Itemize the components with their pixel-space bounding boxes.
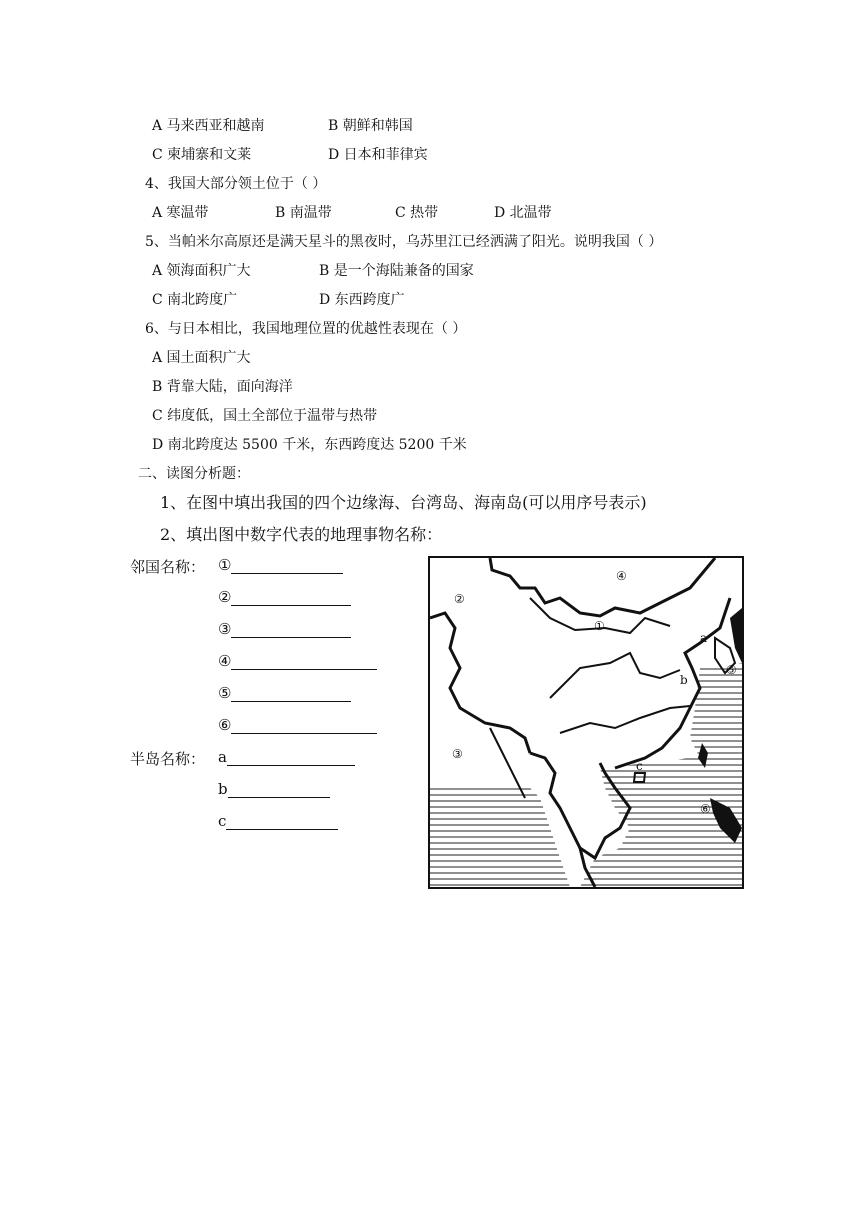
neighbor-line-1 <box>218 556 343 574</box>
q3-option-d: D 日本和菲律宾 <box>328 147 428 163</box>
q6-stem: 6、与日本相比，我国地理位置的优越性表现在（ ） <box>145 321 467 337</box>
q6-option-d: D 南北跨度达 5500 千米，东西跨度达 5200 千米 <box>152 437 467 453</box>
map-drawing <box>430 558 742 887</box>
q5-option-b: B 是一个海陆兼备的国家 <box>319 263 474 279</box>
map-label-2: ② <box>454 592 465 606</box>
east-china-sea <box>690 663 742 758</box>
map-label-a: a <box>700 631 708 645</box>
northern-border <box>490 558 715 616</box>
q6-option-c: C 纬度低，国土全部位于温带与热带 <box>152 408 378 424</box>
q4-option-d: D 北温带 <box>494 205 552 221</box>
peninsula-line-a <box>218 748 355 766</box>
peninsula-letter: a <box>218 748 227 766</box>
q5-stem: 5、当帕米尔高原还是满天星斗的黑夜时，乌苏里江已经洒满了阳光。说明我国（ ） <box>145 234 663 250</box>
map-label-5: ⑤ <box>726 663 737 677</box>
map-label-6: ⑥ <box>700 802 711 816</box>
q4-stem: 4、我国大部分领土位于（ ） <box>145 176 327 192</box>
neighbor-line-5 <box>218 684 351 702</box>
neighbor-number: ① <box>218 556 232 574</box>
answer-blank[interactable] <box>231 622 351 638</box>
western-border <box>430 613 530 753</box>
q4-option-a: A 寒温带 <box>152 205 209 221</box>
answer-blank[interactable] <box>231 686 351 702</box>
answer-blank[interactable] <box>226 814 338 830</box>
neighbor-number: ⑤ <box>218 684 232 702</box>
peninsula-line-c <box>218 812 338 830</box>
peninsula-letter: b <box>218 780 228 798</box>
indian-ocean-sea <box>430 788 570 887</box>
answer-blank[interactable] <box>227 750 355 766</box>
q5-option-a: A 领海面积广大 <box>152 263 251 279</box>
task-1: 1、在图中填出我国的四个边缘海、台湾岛、海南岛(可以用序号表示) <box>160 493 647 512</box>
answer-blank[interactable] <box>231 590 351 606</box>
neighbor-number: ④ <box>218 652 232 670</box>
q3-option-c: C 柬埔寨和文莱 <box>152 147 252 163</box>
map-label-3: ③ <box>452 747 463 761</box>
neighbor-number: ⑥ <box>218 716 232 734</box>
section-heading: 二、读图分析题： <box>138 466 250 482</box>
yangtze-river <box>560 706 690 733</box>
map-label-4: ④ <box>616 569 627 583</box>
map-label-b: b <box>680 673 688 687</box>
peninsula-line-b <box>218 780 330 798</box>
q3-option-b: B 朝鲜和韩国 <box>328 118 413 134</box>
answer-blank[interactable] <box>231 718 377 734</box>
q6-option-b: B 背靠大陆，面向海洋 <box>152 379 293 395</box>
q4-option-b: B 南温带 <box>275 205 332 221</box>
neighbor-line-6 <box>218 716 377 734</box>
india-outline <box>490 728 525 798</box>
answer-blank[interactable] <box>231 558 343 574</box>
q5-option-c: C 南北跨度广 <box>152 292 238 308</box>
neighbor-line-4 <box>218 652 377 670</box>
q6-option-a: A 国土面积广大 <box>152 350 251 366</box>
peninsula-letter: c <box>218 812 227 830</box>
yellow-river <box>550 653 680 698</box>
q4-option-c: C 热带 <box>395 205 439 221</box>
neighbor-line-2 <box>218 588 351 606</box>
neighbor-number: ③ <box>218 620 232 638</box>
neighbors-title: 邻国名称： <box>130 558 206 576</box>
answer-blank[interactable] <box>231 654 377 670</box>
asia-map <box>428 556 744 889</box>
neighbor-number: ② <box>218 588 232 606</box>
q5-option-d: D 东西跨度广 <box>319 292 405 308</box>
q3-option-a: A 马来西亚和越南 <box>152 118 265 134</box>
map-label-1: ① <box>594 619 605 633</box>
neighbor-line-3 <box>218 620 351 638</box>
task-2: 2、填出图中数字代表的地理事物名称： <box>160 525 443 544</box>
peninsulas-title: 半岛名称： <box>130 750 206 768</box>
answer-blank[interactable] <box>228 782 330 798</box>
map-label-c: c <box>636 759 643 773</box>
